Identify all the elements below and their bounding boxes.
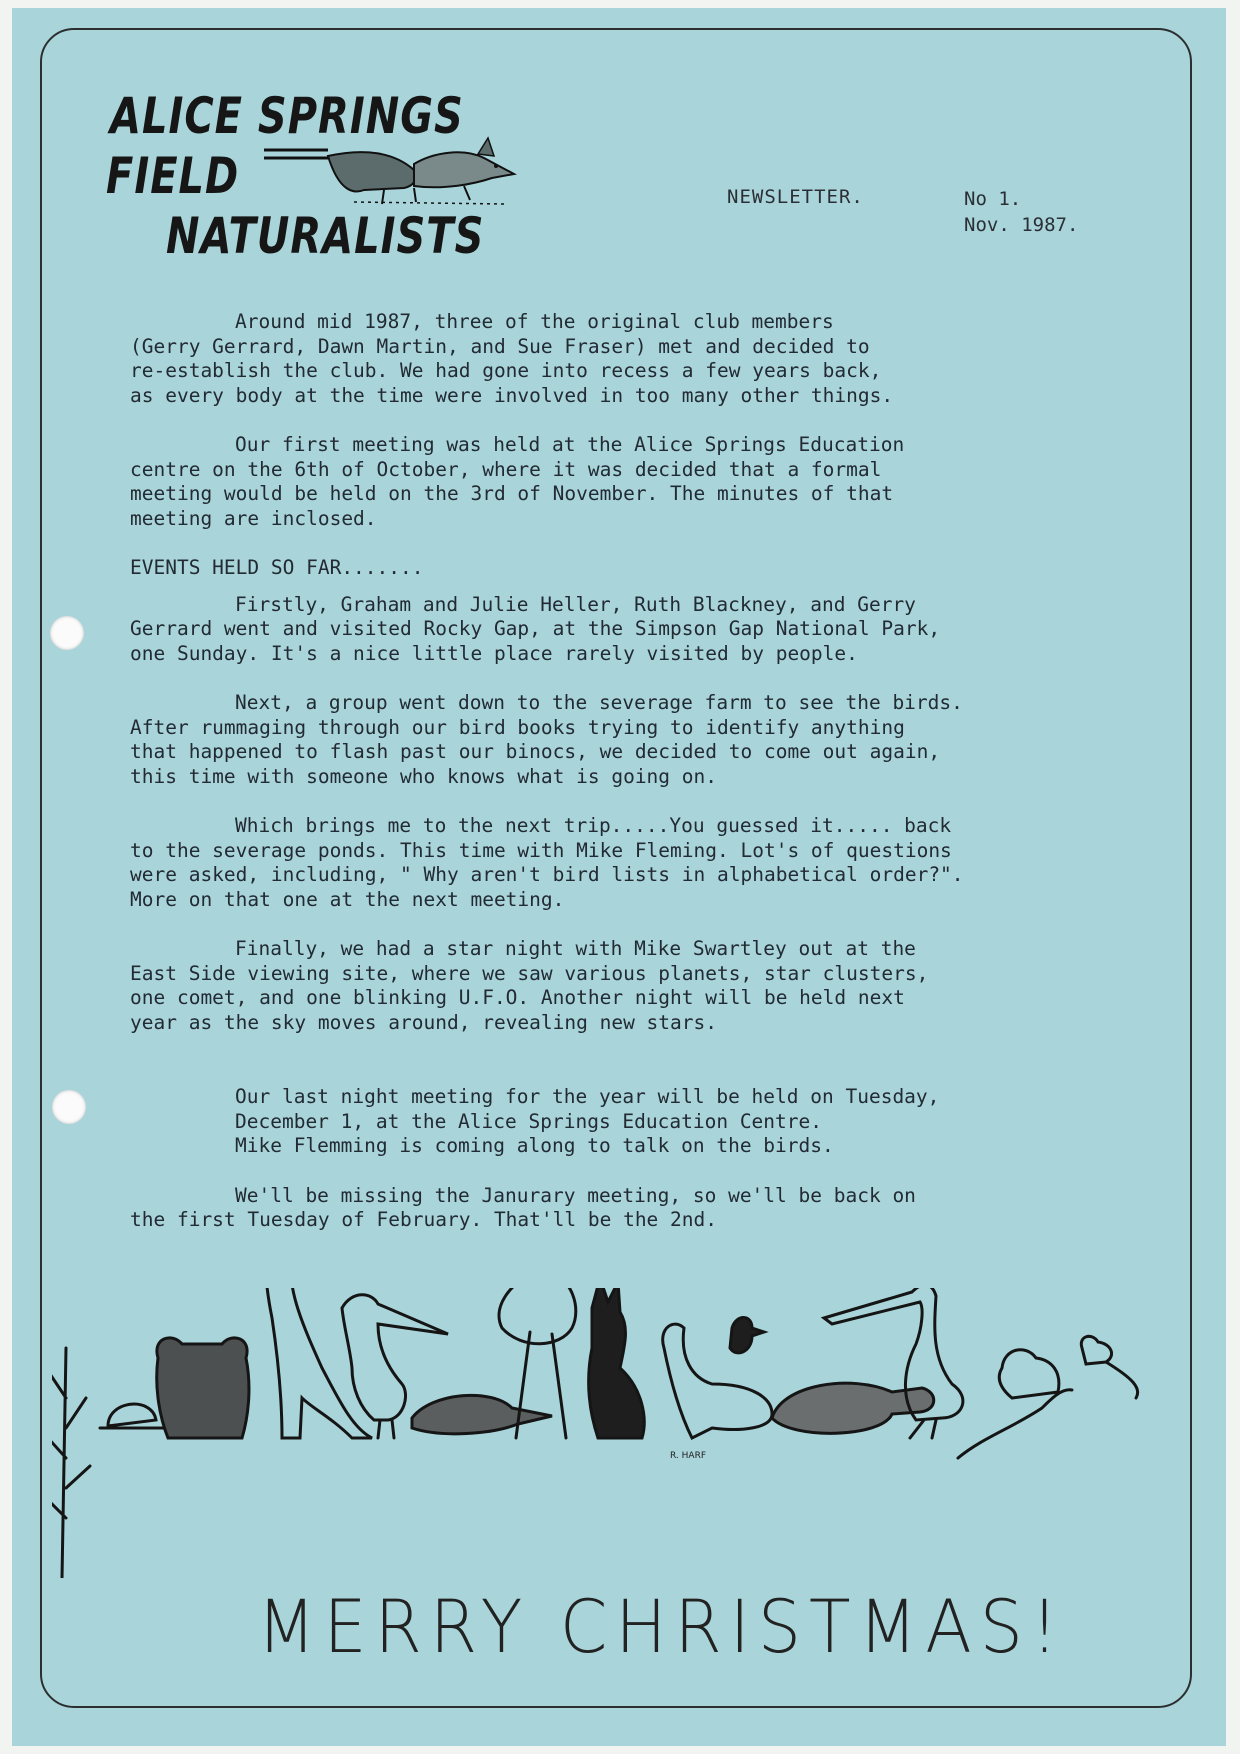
paragraph-star-night: Finally, we had a star night with Mike Swartley out at the East Side viewing site, where we saw various planets, star clusters, one comet, and one blinking U.F.O. Another night will be held next year as the sky moves around, revealing new stars. [130,937,929,1034]
mouse-icon [1081,1336,1137,1398]
artist-signature: R. HARF [670,1451,707,1461]
logo-line-2: FIELD [106,148,240,206]
small-bird-icon [730,1318,764,1353]
koala-icon [157,1338,249,1438]
lizard-icon [958,1390,1072,1458]
paragraph-first-meeting: Our first meeting was held at the Alice Springs Education centre on the 6th of October, where it was decided that a formal meeting would be held on the 3rd of November. The minutes of that meeting are inclosed. [130,433,905,530]
merry-christmas-greeting: MERRY CHRISTMAS! [257,1584,1067,1671]
newsletter-label: NEWSLETTER. [727,186,864,208]
logo-line-1: ALICE SPRINGS [110,88,464,146]
paragraph-rocky-gap: Firstly, Graham and Julie Heller, Ruth Blackney, and Gerry Gerrard went and visited Rocky Gap, at the Simpson Gap National Park, one Sunday. It's a nice little place rarely visited by people. [130,592,941,665]
paragraph-reestablish: Around mid 1987, three of the original club members (Gerry Gerrard, Dawn Martin, and Sue Fraser) met and decided to re-establish the club. We had gone into recess a few years back, as every body at the time were involved in too many other things. [130,310,894,407]
logo-line-3: NATURALISTS [166,208,485,266]
grass-plant-icon [52,1348,90,1578]
bandicoot-icon [264,134,554,214]
punch-hole-bottom [52,1090,86,1124]
kangaroo-icon [266,1288,372,1438]
paragraph-january: We'll be missing the Janurary meeting, so we'll be back on the first Tuesday of February. That'll be the 2nd. [130,1183,916,1231]
paragraph-severage-farm: Next, a group went down to the severage farm to see the birds. After rummaging through our bird books trying to identify anything that happened to flash past our binocs, we decided to come out again, this time with someone who knows what is going on. [130,691,963,788]
issue-info [964,186,1078,238]
possum-icon [999,1350,1059,1398]
newsletter-page [12,8,1226,1746]
punch-hole-top [50,616,84,650]
paragraph-last-meeting: Our last night meeting for the year will be held on Tuesday, December 1, at the Alice Springs Education Centre. Mike Flemming is coming along to talk on the birds. [235,1085,940,1157]
paragraph-severage-ponds: Which brings me to the next trip.....You guessed it..... back to the severage ponds. This time with Mike Fleming. Lot's of questions were asked, including, " Why aren't bird lists in alphabetical order?". More on that one at the next meeting. [130,814,964,911]
ostrich-icon [663,1324,772,1438]
snail-icon [100,1404,164,1428]
events-heading: EVENTS HELD SO FAR....... [130,556,424,579]
christmas-animals-illustration [52,1288,1182,1578]
club-logo [84,86,554,286]
issue-number: No 1. [964,188,1022,210]
wallaby-icon [589,1288,645,1438]
newsletter-body [130,310,1170,1258]
issue-date: Nov. 1987. [964,214,1079,236]
platypus-icon [412,1395,552,1433]
